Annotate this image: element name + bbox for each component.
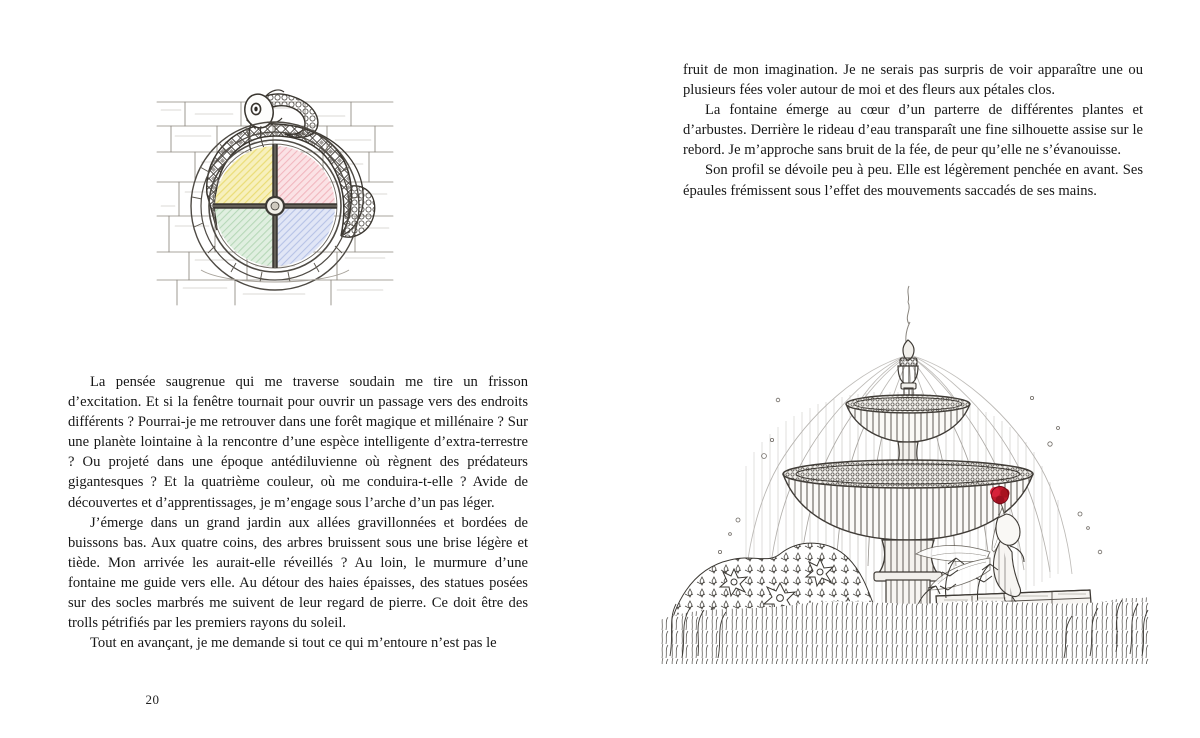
paragraph: fruit de mon imagination. Je ne serais pas surpris de voir apparaître une ou plusieurs fées voler autour de moi et des fleurs aux pétales clos.	[683, 62, 1143, 99]
rose-window-illustration	[155, 66, 395, 306]
left-page-text	[68, 372, 528, 653]
paragraph: Son profil se dévoile peu à peu. Elle est légèrement penchée en avant. Ses épaules frémissent sous l’effet des mouvements saccadés de ses mains.	[683, 162, 1143, 199]
right-page	[600, 0, 1200, 738]
window-tracery	[213, 144, 337, 268]
page-number	[0, 692, 600, 708]
paragraph: La pensée saugrenue qui me traverse soudain me tire un frisson d’excitation. Et si la fenêtre tournait pour ouvrir un passage vers des endroits différents ? Pourrai-je me retrouver dans une forêt magique et millénaire ? Sur une planète lointaine à la rencontre d’une espèce intelligente d’extra-terrestre ? Ou projeté dans une époque antédiluvienne où règnent des prédateurs gigantesques ? Et la quatrième couleur, où me conduira-t-elle ? Avide de découvertes et d’apprentissages, je m’engage sous l’arche d’un pas léger.	[68, 374, 528, 511]
page-number-value: 20	[145, 692, 160, 707]
paragraph: Tout en avançant, je me demande si tout ce qui m’entoure n’est pas le	[90, 635, 497, 652]
paragraph: La fontaine émerge au cœur d’un parterre de différentes plantes et d’arbustes. Derrière le rideau d’eau transparaît une fine silhouette assise sur le rebord. Je m’approche sans bruit de la fée, de peur qu’elle ne s’évanouisse.	[683, 102, 1143, 159]
right-page-text	[683, 60, 1143, 201]
paragraph: J’émerge dans un grand jardin aux allées gravillonnées et bordées de buissons bas. Aux quatre coins, des arbres bruissent sous une brise légère et tiède. Mon arrivée les aurait-elle réveillés ? Au loin, le murmure d’une fontaine me guide vers elle. Au détour des haies épaisses, des statues posées sur des socles marbrés me suivent de leur regard de pierre. Ce doit être des trolls pétrifiés par les premiers rayons du soleil.	[68, 514, 528, 632]
fountain-illustration	[660, 252, 1150, 664]
